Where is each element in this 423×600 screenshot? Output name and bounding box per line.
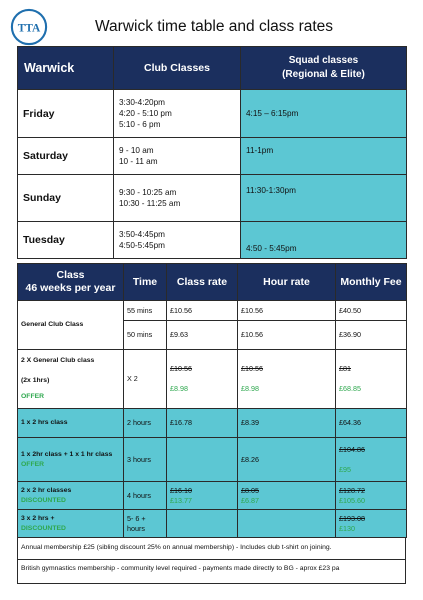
class-label: [18, 482, 124, 510]
header-squad-line1: Squad classes: [288, 55, 359, 66]
class-rate-cell: £16.78: [167, 409, 238, 438]
membership-note: Annual membership £25 (sibling discount 25% on annual membership) - Includes club t-shirt on joining.: [17, 538, 406, 560]
class-rate-cell: [167, 350, 238, 409]
club-times: [114, 175, 241, 222]
time-cell: 4 hours: [124, 482, 167, 510]
old-price: £128.72: [339, 485, 365, 495]
hour-rate-cell: £8.26: [238, 438, 336, 482]
squad-time: 4:50 - 5:45pm: [241, 222, 407, 259]
old-price: £16.10: [170, 485, 192, 495]
hour-rate-cell: [238, 482, 336, 510]
hour-rate-cell: £8.39: [238, 409, 336, 438]
page-title: Warwick time table and class rates: [95, 18, 334, 35]
class-label-line1: 3 x 2 hrs +: [21, 514, 55, 522]
old-price: £104.86: [339, 444, 365, 454]
rates-table: [17, 263, 407, 538]
club-times: [114, 90, 241, 138]
time-line1: 5- 6 +: [127, 513, 146, 523]
class-rate-cell: £10.56: [167, 301, 238, 321]
class-rate-cell: £9.63: [167, 321, 238, 350]
table-row: [18, 222, 407, 259]
squad-time: 11:30-1:30pm: [241, 175, 407, 222]
time-slot: 5:10 - 6 pm: [119, 120, 161, 129]
class-label-line1: 2 x 2 hr classes: [21, 486, 72, 494]
monthly-fee-cell: £64.36: [336, 409, 407, 438]
table-row: [18, 90, 407, 138]
class-label-line1: 2 X General Club class: [21, 357, 95, 364]
day-name: Tuesday: [18, 222, 114, 259]
timetable: [17, 46, 407, 259]
time-cell: [124, 510, 167, 538]
header-squad-line2: (Regional & Elite): [282, 69, 365, 80]
new-price: £68.85: [339, 384, 361, 393]
class-label: 1 x 2 hrs class: [18, 409, 124, 438]
time-line2: hours: [127, 523, 145, 533]
time-cell: 3 hours: [124, 438, 167, 482]
header-class-line1: Class: [56, 269, 85, 281]
time-slot: 10 - 11 am: [119, 157, 158, 166]
time-cell: X 2: [124, 350, 167, 409]
header-monthly-fee: Monthly Fee: [336, 264, 407, 301]
old-price: £10.56: [170, 364, 192, 373]
class-rate-cell: [167, 510, 238, 538]
new-price: £95: [339, 464, 351, 474]
hour-rate-cell: £10.56: [238, 301, 336, 321]
monthly-fee-cell: £36.90: [336, 321, 407, 350]
rates-header-row: [18, 264, 407, 301]
day-name: Friday: [18, 90, 114, 138]
bg-membership-note: British gymnastics membership - community level required - payments made directly to BG - aprox £23 pa: [17, 560, 406, 584]
logo-text: TTA: [17, 22, 41, 35]
class-label-line2: (2x 1hrs): [21, 377, 50, 384]
class-label-line1: 1 x 2hr class + 1 x 1 hr class: [21, 450, 113, 458]
hour-rate-cell: [238, 350, 336, 409]
header-club-classes: Club Classes: [114, 47, 241, 90]
header-time: Time: [124, 264, 167, 301]
new-price: £13.77: [170, 495, 192, 505]
discount-badge: DISCOUNTED: [21, 524, 66, 532]
day-name: Sunday: [18, 175, 114, 222]
new-price: £8.98: [241, 384, 259, 393]
new-price: £6.87: [241, 495, 259, 505]
monthly-fee-cell: [336, 482, 407, 510]
timetable-header-row: [18, 47, 407, 90]
hour-rate-cell: £10.56: [238, 321, 336, 350]
time-slot: 3:30-4:20pm: [119, 98, 165, 107]
table-row: [18, 138, 407, 175]
old-price: £193.08: [339, 513, 365, 523]
new-price: £105.60: [339, 495, 365, 505]
time-slot: 9 - 10 am: [119, 146, 154, 155]
club-times: [114, 222, 241, 259]
squad-time: 4:15 – 6:15pm: [241, 90, 407, 138]
old-price: £8.05: [241, 485, 259, 495]
new-price: £130: [339, 523, 355, 533]
offer-badge: OFFER: [21, 460, 45, 468]
table-row: [18, 175, 407, 222]
header-class: [18, 264, 124, 301]
class-rate-cell: [167, 438, 238, 482]
header-class-line2: 46 weeks per year: [25, 282, 116, 294]
monthly-fee-cell: [336, 438, 407, 482]
class-label: [18, 438, 124, 482]
header-location: Warwick: [18, 47, 114, 90]
time-slot: 10:30 - 11:25 am: [119, 199, 181, 208]
time-slot: 4:20 - 5:10 pm: [119, 109, 172, 118]
old-price: £10.56: [241, 364, 263, 373]
class-rate-cell: [167, 482, 238, 510]
table-row: [18, 409, 407, 438]
header-squad-classes: [241, 47, 407, 90]
table-row: [18, 438, 407, 482]
time-slot: 4:50-5:45pm: [119, 241, 165, 250]
club-times: [114, 138, 241, 175]
table-row: [18, 510, 407, 538]
new-price: £8.98: [170, 384, 188, 393]
discount-badge: DISCOUNTED: [21, 496, 66, 504]
monthly-fee-cell: £40.50: [336, 301, 407, 321]
table-row: [18, 482, 407, 510]
hour-rate-cell: [238, 510, 336, 538]
monthly-fee-cell: [336, 350, 407, 409]
class-label: [18, 510, 124, 538]
time-cell: 2 hours: [124, 409, 167, 438]
table-row: [18, 301, 407, 321]
squad-time: 11-1pm: [241, 138, 407, 175]
time-slot: 3:50-4:45pm: [119, 230, 165, 239]
class-label: [18, 350, 124, 409]
club-logo-icon: [10, 8, 48, 46]
header-class-rate: Class rate: [167, 264, 238, 301]
time-cell: 50 mins: [124, 321, 167, 350]
old-price: £81: [339, 364, 351, 373]
time-cell: 55 mins: [124, 301, 167, 321]
class-label: General Club Class: [18, 301, 124, 350]
day-name: Saturday: [18, 138, 114, 175]
monthly-fee-cell: [336, 510, 407, 538]
header-hour-rate: Hour rate: [238, 264, 336, 301]
time-slot: 9:30 - 10:25 am: [119, 188, 177, 197]
table-row: [18, 350, 407, 409]
offer-badge: OFFER: [21, 393, 45, 400]
